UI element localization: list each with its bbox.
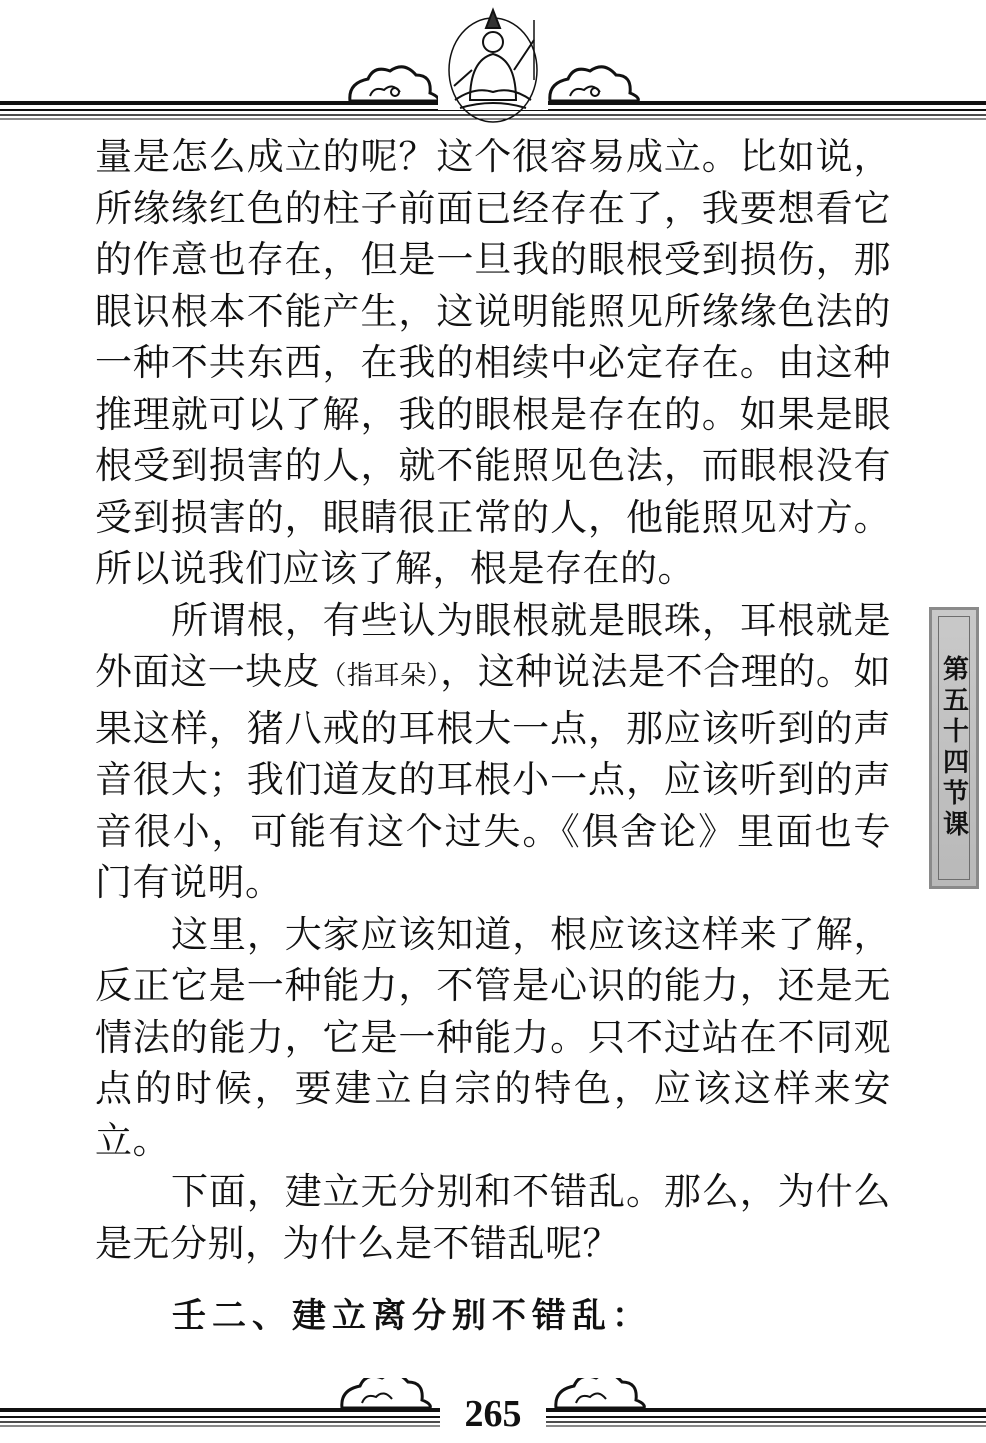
paragraph-text: 所谓根，有些认为眼根就是眼珠，耳根就是外面这一块皮 xyxy=(95,598,891,693)
auspicious-cloud-icon xyxy=(350,67,439,101)
guru-rinpoche-figure-icon xyxy=(438,10,548,122)
paragraph xyxy=(95,595,891,909)
chapter-label: 第五十四节课 xyxy=(938,655,969,841)
auspicious-cloud-icon xyxy=(550,67,639,101)
main-text xyxy=(95,131,891,1269)
paragraph-text: ，这种说法是不合理的。如果这样，猪八戒的耳根大一点，那应该听到的声音很大；我们道友的耳根小一点，应该听到的声音很小，可能有这个过失。《俱舍论》里面也专门有说明。 xyxy=(95,650,891,904)
paragraph: 这里，大家应该知道，根应该这样来了解，反正它是一种能力，不管是心识的能力，还是无情法的能力，它是一种能力。只不过站在不同观点的时候，要建立自宗的特色，应该这样来安立。 xyxy=(95,912,891,1162)
chapter-side-tab-frame xyxy=(938,616,970,880)
auspicious-cloud-icon xyxy=(342,1378,431,1408)
header-ornament xyxy=(0,0,986,130)
paragraph: 下面，建立无分别和不错乱。那么，为什么是无分别，为什么是不错乱呢？ xyxy=(95,1170,891,1265)
page-number: 265 xyxy=(440,1392,546,1436)
chapter-side-tab xyxy=(929,607,979,889)
paragraph: 量是怎么成立的呢？这个很容易成立。比如说，所缘缘红色的柱子前面已经存在了，我要想看它的作意也存在，但是一旦我的眼根受到损伤，那眼识根本不能产生，这说明能照见所缘缘色法的一种不共东西，在我的相续中必定存在。由这种推理就可以了解，我的眼根是存在的。如果是眼根受到损害的人，就不能照见色法，而眼根没有受到损害的，眼睛很正常的人，他能照见对方。所以说我们应该了解，根是存在的。 xyxy=(95,135,891,590)
auspicious-cloud-icon xyxy=(556,1378,645,1408)
parenthetical-note: （指耳朵） xyxy=(320,661,441,691)
section-heading: 壬二、建立离分别不错乱： xyxy=(172,1296,652,1336)
